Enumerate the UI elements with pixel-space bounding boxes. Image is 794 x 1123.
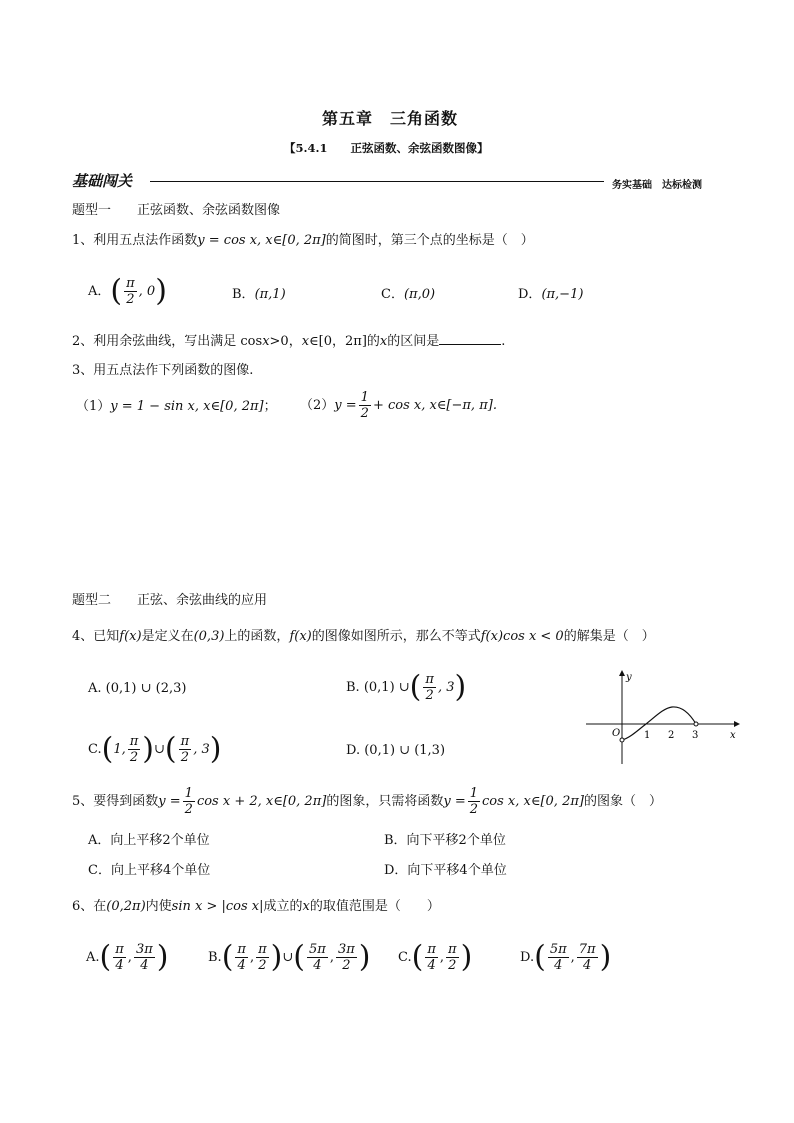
- tick-label-1: 1: [644, 730, 651, 741]
- q4-option-c: C.(1, $\frac{\pi}{2}$ )∪( $\frac{\pi}{2}$ , 3): [88, 731, 222, 767]
- q6-option-d: D.( $\frac{5\pi}{4}$ , $\frac{7\pi}{4}$ ): [520, 939, 612, 975]
- q1-option-d: D．(π,−1): [518, 287, 584, 302]
- type2-heading: 题型二 正弦、余弦曲线的应用: [72, 593, 268, 608]
- q2-stem: 2、利用余弦曲线，写出满足 cosx>0，x∈[0，2π]的x的区间是 .: [72, 334, 506, 349]
- q4-stem: 4、已知f(x)是定义在(0,3)上的函数，f(x)的图像如图所示，那么不等式f(x)cos x < 0的解集是（ ）: [72, 629, 655, 644]
- q1-formula: y = cos x, x∈[0, 2π]: [197, 233, 326, 248]
- q1-option-b: B．(π,1): [232, 287, 286, 302]
- q3-part2: （2）y = $\frac{1}{2}$ + cos x, x∈[−π, π].: [300, 390, 497, 421]
- type1-heading: 题型一 正弦函数、余弦函数图像: [72, 203, 281, 218]
- q1-option-c: C．(π,0): [381, 287, 436, 302]
- q1-option-a: A．( $\frac{\pi}{2}$ , 0): [88, 273, 167, 309]
- q5-option-a: A．向上平移2个单位: [88, 833, 210, 848]
- tick-label-3: 3: [692, 730, 699, 741]
- section-rule: [150, 181, 604, 182]
- q1-a-frac: $\frac{\pi}{2}$: [126, 276, 135, 307]
- q5-option-d: D．向下平移4个单位: [384, 863, 507, 878]
- q5-option-b: B．向下平移2个单位: [384, 833, 506, 848]
- q4-option-d: D. (0,1) ∪ (1,3): [346, 743, 446, 758]
- y-axis-label: y: [626, 672, 632, 683]
- q6-option-c: C.( $\frac{\pi}{4}$ , $\frac{\pi}{2}$ ): [398, 939, 473, 975]
- endpoint-left: [620, 738, 624, 742]
- page-title: 第五章 三角函数: [322, 109, 459, 128]
- q2-answer-blank[interactable]: [439, 332, 501, 345]
- q5-stem: 5、要得到函数y = $\frac{1}{2}$ cos x + 2, x∈[0, 2π]的图象，只需将函数y = $\frac{1}{2}$ cos x, x∈[0, 2π]的图象（ ）: [72, 786, 662, 817]
- q6-stem: 6、在(0,2π)内使sin x > |cos x|成立的x的取值范围是（ ）: [72, 899, 440, 914]
- section-label: 基础闯关: [72, 172, 133, 190]
- q6-option-a: A.( $\frac{\pi}{4}$ , $\frac{3\pi}{4}$ ): [86, 939, 169, 975]
- q4-option-a: A. (0,1) ∪ (2,3): [88, 681, 187, 696]
- q5-option-c: C．向上平移4个单位: [88, 863, 211, 878]
- q6-option-b: B.( $\frac{\pi}{4}$ , $\frac{\pi}{2}$ )∪( $\frac{5\pi}{4}$ , $\frac{3\pi}{2}$ ): [208, 939, 371, 975]
- x-axis-label: x: [730, 730, 736, 741]
- endpoint-right: [694, 722, 698, 726]
- q4-option-b: B. (0,1) ∪( $\frac{\pi}{2}$ , 3): [346, 669, 467, 705]
- function-curve: [622, 707, 699, 741]
- x-axis-arrow: [734, 721, 740, 727]
- q3-stem: 3、用五点法作下列函数的图像.: [72, 363, 254, 378]
- q1-stem: [72, 232, 534, 250]
- q1-stem-b: 的简图时，第三个点的坐标是（ ）: [325, 233, 534, 248]
- q3-p2-frac: $\frac{1}{2}$: [360, 390, 369, 421]
- origin-label: O: [612, 728, 621, 739]
- tick-label-2: 2: [668, 730, 675, 741]
- q4-function-graph: [580, 668, 742, 768]
- q1-a-label: A．: [88, 284, 111, 299]
- q3-part1: （1）y = 1 − sin x, x∈[0, 2π]；: [76, 399, 277, 414]
- q1-stem-a: 1、利用五点法作函数: [72, 233, 198, 248]
- page-subtitle: 【5.4.1 正弦函数、余弦函数图像】: [284, 141, 489, 155]
- section-tag: 务实基础 达标检测: [612, 180, 702, 191]
- y-axis-arrow: [619, 670, 625, 676]
